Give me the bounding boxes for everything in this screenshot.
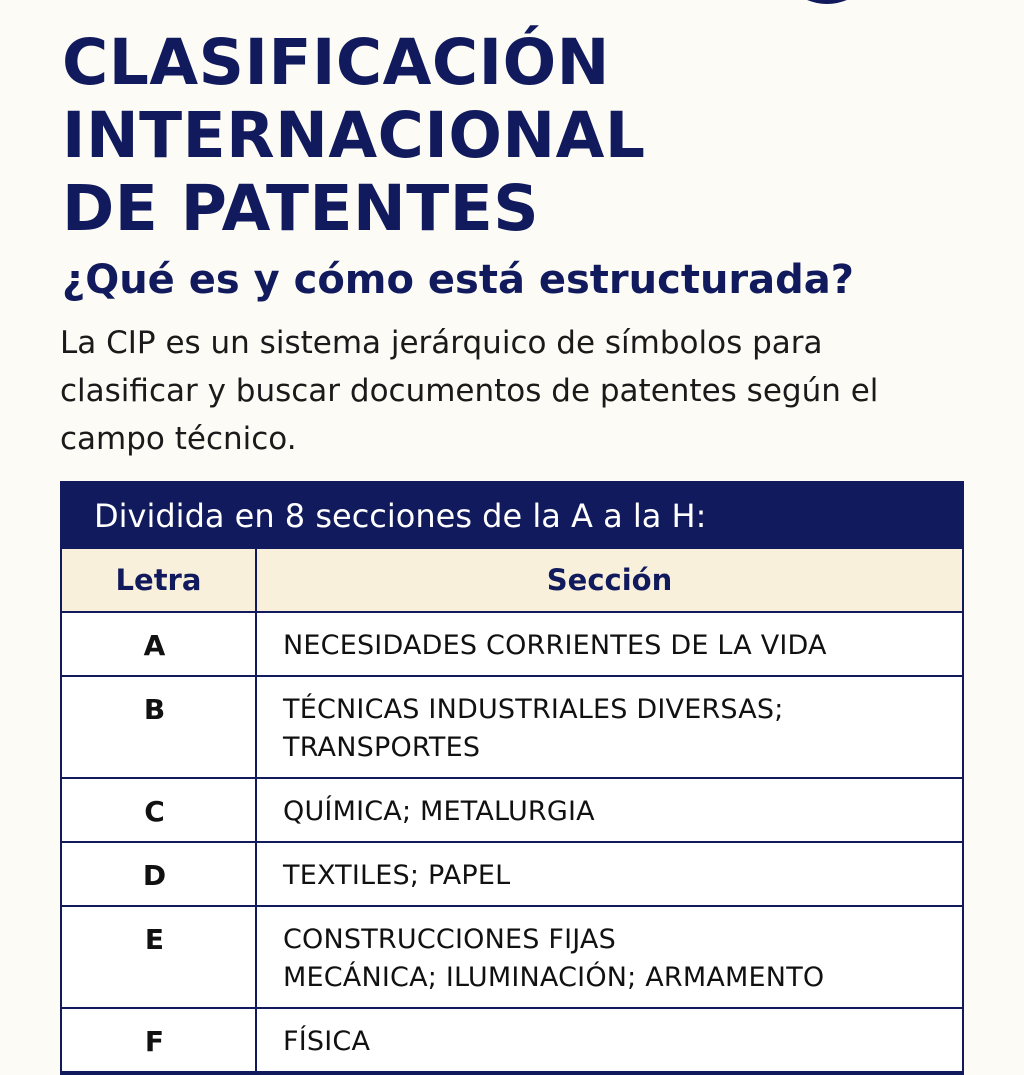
row-letter: A — [62, 612, 256, 676]
sections-table-box — [60, 481, 964, 1075]
table-column-headers — [62, 549, 962, 612]
row-section-line: TRANSPORTES — [283, 732, 481, 763]
row-section-line: TEXTILES; PAPEL — [283, 860, 511, 891]
row-letter: C — [62, 778, 256, 842]
row-section — [256, 676, 962, 778]
row-section — [256, 612, 962, 676]
row-section-line: NECESIDADES CORRIENTES DE LA VIDA — [283, 630, 827, 661]
row-section — [256, 778, 962, 842]
row-section — [256, 1008, 962, 1072]
row-section-line: FÍSICA — [283, 1026, 371, 1057]
table-row — [62, 676, 962, 778]
decorative-circle — [775, 0, 879, 4]
table-row — [62, 906, 962, 1008]
subtitle: ¿Qué es y cómo está estructurada? — [62, 257, 854, 303]
row-section-line: CONSTRUCCIONES FIJAS — [283, 924, 616, 955]
row-section-line: TÉCNICAS INDUSTRIALES DIVERSAS; — [283, 694, 784, 725]
row-letter: D — [62, 842, 256, 906]
column-header-letter: Letra — [62, 549, 256, 612]
table-row — [62, 778, 962, 842]
intro-paragraph: La CIP es un sistema jerárquico de símbolos para clasificar y buscar documentos de patentes según el campo técnico. — [60, 325, 879, 457]
table-header: Dividida en 8 secciones de la A a la H: — [62, 483, 962, 549]
row-section — [256, 906, 962, 1008]
table-row — [62, 842, 962, 906]
column-header-section: Sección — [256, 549, 962, 612]
row-section-line: MECÁNICA; ILUMINACIÓN; ARMAMENTO — [283, 962, 825, 993]
row-letter: B — [62, 676, 256, 778]
row-letter: E — [62, 906, 256, 1008]
row-letter: F — [62, 1008, 256, 1072]
table-row — [62, 612, 962, 676]
row-section-line: QUÍMICA; METALURGIA — [283, 796, 595, 827]
row-section — [256, 842, 962, 906]
page-title — [62, 26, 646, 245]
title-line-2: INTERNACIONAL — [62, 99, 646, 172]
title-line-1: CLASIFICACIÓN — [62, 26, 610, 99]
sections-table — [62, 549, 962, 1073]
table-row — [62, 1008, 962, 1072]
title-line-3: DE PATENTES — [62, 172, 540, 245]
